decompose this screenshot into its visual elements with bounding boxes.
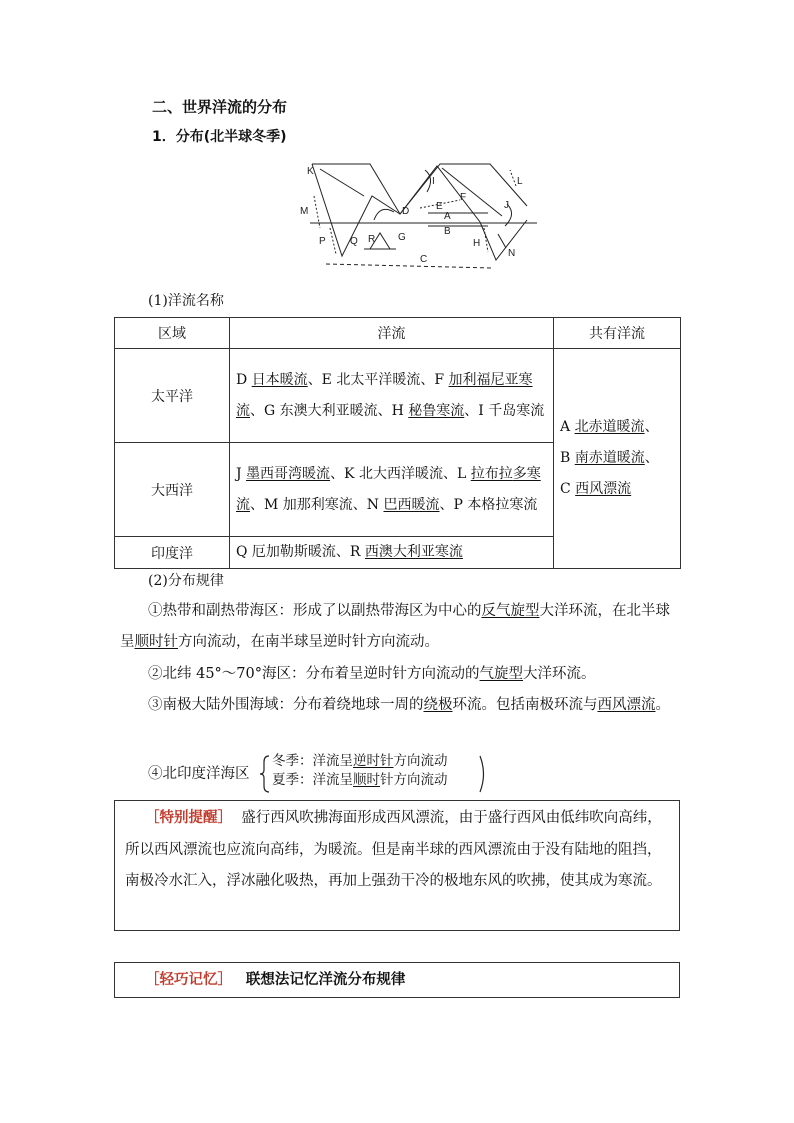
- diagram-label-a: A: [444, 211, 451, 222]
- text-run: A: [560, 419, 575, 435]
- memory-tip-box: [114, 962, 680, 998]
- memory-tip-tag: ［轻巧记忆］: [145, 972, 232, 988]
- left-brace-icon: [259, 754, 271, 794]
- special-reminder-tag: ［特别提醒］: [145, 810, 232, 826]
- diagram-arrow-d: [374, 209, 394, 220]
- ocean-current-diagram: [292, 156, 542, 272]
- answer-underline: 多寒流: [236, 465, 541, 513]
- rules-heading: (2)分布规律: [148, 573, 224, 589]
- rule-3: [120, 690, 680, 721]
- answer-underline: 气旋型: [479, 666, 524, 682]
- region-atlantic: 大西洋: [115, 443, 230, 537]
- answer-underline: 日本暖流: [251, 371, 308, 388]
- diagram-inner-line-1: [320, 169, 364, 196]
- special-reminder-text: 盛行西风吹拂海面形成西风漂流，由于盛行西风由低纬吹向高纬，所以西风漂流也应流向高纬，为暖流。但是南半球的西风漂流由于没有陆地的阻挡，南极冷水汇入，浮冰融化吸热，再加上强劲干冷的极地东风的吹拂，使其成为寒流。: [125, 810, 662, 889]
- memory-tip-text: 联想法记忆洋流分布规律: [245, 972, 406, 988]
- answer-underline: 反气旋型: [481, 603, 540, 619]
- col-shared: 共有洋流: [554, 318, 681, 349]
- diagram-label-j: J: [504, 200, 509, 211]
- indian-currents: [230, 537, 554, 569]
- answer-underline: 墨西哥湾暖流: [246, 465, 331, 482]
- diagram-label-c: C: [420, 254, 428, 265]
- diagram-label-g: G: [398, 232, 406, 243]
- diagram-label-q: Q: [350, 236, 358, 247]
- answer-underline: 巴西暖流: [383, 496, 440, 513]
- section-subtitle: 1．分布(北半球冬季): [152, 129, 287, 145]
- text-run: 大洋环流，在北半球呈: [120, 603, 670, 650]
- diagram-label-d: D: [402, 206, 410, 217]
- text-run: 、I 千岛寒流: [464, 402, 545, 419]
- diagram-label-e: E: [436, 201, 443, 212]
- text-run: C: [560, 481, 576, 497]
- answer-underline: 顺时: [353, 772, 380, 788]
- diagram-label-n: N: [508, 248, 516, 259]
- diagram-label-f: F: [460, 192, 467, 203]
- text-run: 针方向流动: [380, 772, 448, 788]
- answer-underline: 顺时针: [134, 634, 178, 650]
- text-run: 环流。包括南极环流与: [452, 697, 598, 713]
- answer-underline: 秘鲁寒流: [408, 402, 465, 419]
- text-run: B: [560, 450, 575, 466]
- rule-4-label: ④北印度洋海区: [148, 766, 250, 782]
- right-paren-icon: [478, 754, 488, 794]
- diagram-arrow-l: [510, 170, 516, 186]
- text-run: Q 厄加勒斯暖流、R: [236, 544, 365, 560]
- section-title: 二、世界洋流的分布: [152, 98, 288, 116]
- shared-currents: [554, 349, 681, 569]
- text-run: 冬季：洋流呈: [272, 753, 353, 769]
- text-run: 方向流动: [393, 753, 448, 769]
- special-reminder-box: [114, 800, 680, 931]
- rule-4-seasons: [272, 752, 448, 790]
- diagram-label-b: B: [444, 226, 451, 237]
- region-indian: 印度洋: [115, 537, 230, 569]
- diagram-arrow-c: [326, 264, 492, 268]
- diagram-label-h: H: [473, 238, 481, 249]
- diagram-inner-line-2: [442, 168, 502, 216]
- col-region: 区域: [115, 318, 230, 349]
- ocean-currents-table: [114, 317, 681, 569]
- text-run: 夏季：洋流呈: [272, 772, 353, 788]
- pacific-currents: [230, 349, 554, 443]
- table-header-row: [115, 318, 681, 349]
- diagram-label-p: P: [319, 236, 326, 247]
- diagram-label-l: L: [517, 176, 523, 187]
- diagram-label-i: I: [432, 176, 435, 187]
- text-run: 、P 本格拉寒流: [439, 496, 538, 513]
- text-run: ②北纬 45°～70°海区：分布着呈逆时针方向流动的: [148, 666, 480, 682]
- answer-underline: 寒流: [236, 371, 533, 419]
- answer-underline: 西风漂流: [575, 481, 632, 497]
- answer-underline: 西风漂流: [597, 697, 656, 713]
- answer-underline: 北赤道暖流: [574, 419, 645, 435]
- text-run: D: [236, 371, 252, 388]
- answer-underline: 加利福尼亚: [448, 371, 519, 388]
- rule-4-summer: [272, 771, 448, 790]
- answer-underline: 拉布拉: [470, 465, 513, 482]
- col-current: 洋流: [230, 318, 554, 349]
- text-run: 、: [644, 419, 659, 435]
- text-run: 、G 东澳大利亚暖流、H: [250, 402, 409, 419]
- answer-underline: 逆时针: [353, 753, 394, 769]
- rule-4-winter: [272, 752, 448, 771]
- text-run: 大洋环流。: [523, 666, 596, 682]
- atlantic-currents: [230, 443, 554, 537]
- diagram-label-r: R: [368, 234, 376, 245]
- text-run: 、: [644, 450, 659, 466]
- region-pacific: 太平洋: [115, 349, 230, 443]
- text-run: 、M 加那利寒流、N: [250, 496, 384, 513]
- text-run: ③南极大陆外围海域：分布着绕地球一周的: [148, 697, 424, 713]
- table-row: [115, 349, 681, 443]
- text-run: 方向流动，在南半球呈逆时针方向流动。: [178, 634, 439, 650]
- diagram-south-outline: [312, 164, 527, 260]
- rule-2: [120, 659, 680, 690]
- answer-underline: 西澳大利亚寒流: [364, 544, 463, 560]
- rule-1: [120, 596, 680, 658]
- text-run: J: [236, 465, 247, 482]
- diagram-arrow-n: [498, 234, 506, 248]
- diagram-arrow-p: [330, 228, 336, 254]
- text-run: 、K 北大西洋暖流、L: [330, 465, 471, 482]
- diagram-label-k: K: [307, 166, 314, 177]
- text-run: 。: [655, 697, 670, 713]
- names-heading: (1)洋流名称: [148, 293, 224, 309]
- diagram-label-m: M: [300, 206, 309, 217]
- text-run: ①热带和副热带海区：形成了以副热带海区为中心的: [148, 603, 482, 619]
- answer-underline: 南赤道暖流: [574, 450, 645, 466]
- text-run: 、E 北太平洋暖流、F: [307, 371, 449, 388]
- answer-underline: 绕极: [423, 697, 453, 713]
